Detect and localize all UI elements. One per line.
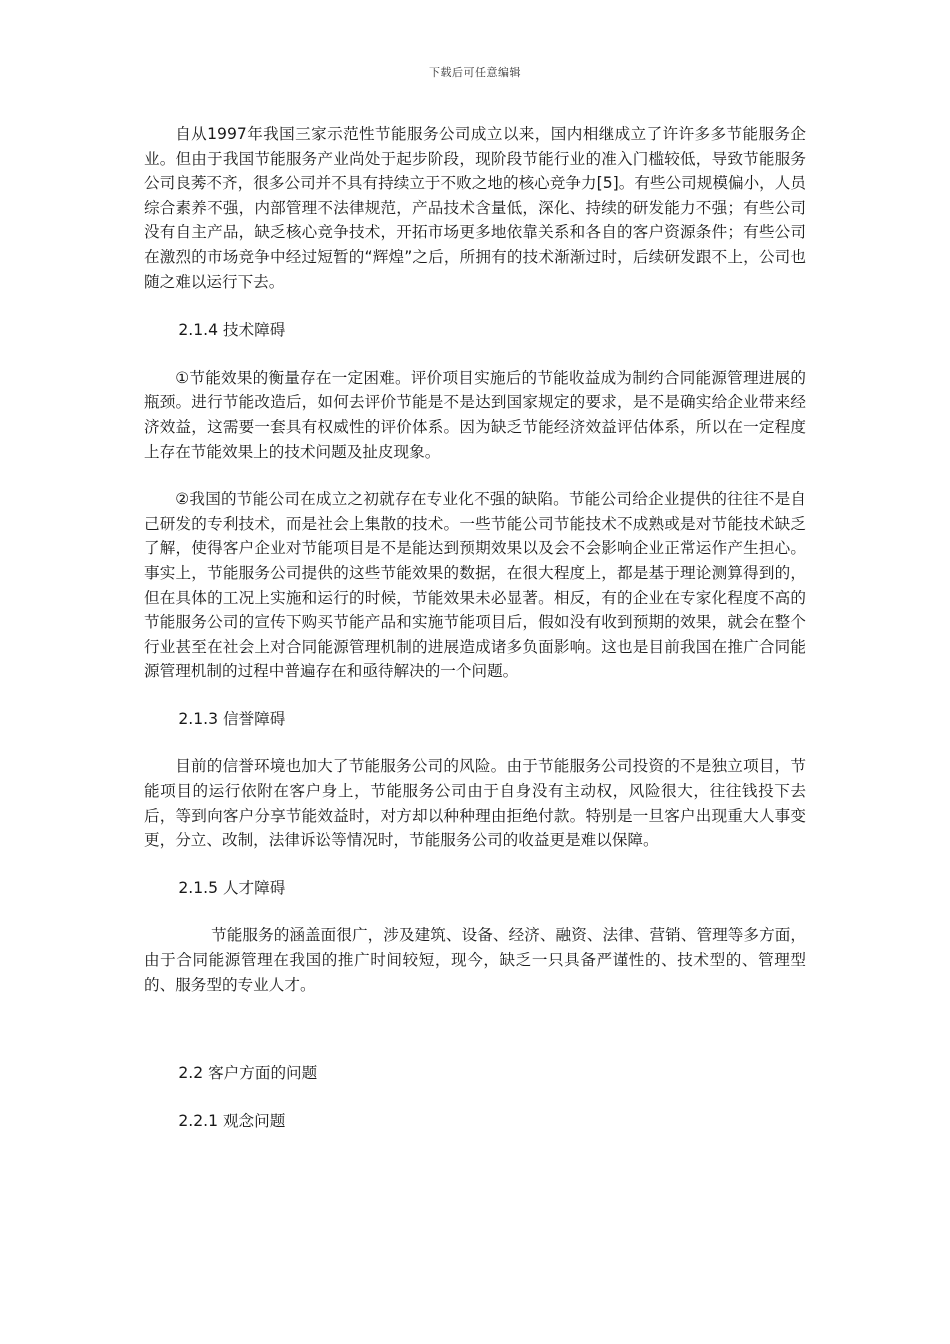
paragraph-intro: 自从1997年我国三家示范性节能服务公司成立以来，国内相继成立了许许多多节能服务企业。但由于我国节能服务产业尚处于起步阶段，现阶段节能行业的准入门槛较低，导致节能服务公司良莠不齐，很多公司并不具有持续立于不败之地的核心竞争力[5]。有些公司规模偏小，人员综合素养不强，内部管理不法律规范，产品技术含量低，深化、持续的研发能力不强；有些公司没有自主产品，缺乏核心竞争技术，开拓市场更多地依靠关系和各自的客户资源条件；有些公司在激烈的市场竞争中经过短暂的“辉煌”之后，所拥有的技术渐渐过时，后续研发跟不上，公司也随之难以运行下去。	[144, 125, 806, 291]
section-heading-client: 2.2 客户方面的问题	[178, 1064, 318, 1083]
section-heading-concept: 2.2.1 观念问题	[178, 1111, 286, 1130]
section-heading-talent: 2.1.5 人才障碍	[178, 878, 286, 897]
header-note: 下载后可任意编辑	[429, 66, 521, 79]
paragraph-tech-2: ②我国的节能公司在成立之初就存在专业化不强的缺陷。节能公司给企业提供的往往不是自己研发的专利技术，而是社会上集散的技术。一些节能公司节能技术不成熟或是对节能技术缺乏了解，使得客户企业对节能项目是不是能达到预期效果以及会不会影响企业正常运作产生担心。事实上，节能服务公司提供的这些节能效果的数据，在很大程度上，都是基于理论测算得到的，但在具体的工况上实施和运行的时候，节能效果未必显著。相反，有的企业在专家化程度不高的节能服务公司的宣传下购买节能产品和实施节能项目后，假如没有收到预期的效果，就会在整个行业甚至在社会上对合同能源管理机制的进展造成诸多负面影响。这也是目前我国在推广合同能源管理机制的过程中普遍存在和亟待解决的一个问题。	[144, 490, 806, 681]
section-heading-tech: 2.1.4 技术障碍	[178, 321, 286, 340]
paragraph-talent: 节能服务的涵盖面很广，涉及建筑、设备、经济、融资、法律、营销、管理等多方面，由于合同能源管理在我国的推广时间较短，现今，缺乏一只具备严谨性的、技术型的、管理型的、服务型的专业人才。	[144, 926, 806, 994]
document-body	[144, 122, 806, 1133]
paragraph-credit: 目前的信誉环境也加大了节能服务公司的风险。由于节能服务公司投资的不是独立项目，节能项目的运行依附在客户身上，节能服务公司由于自身没有主动权，风险很大，往往钱投下去后，等到向客户分享节能效益时，对方却以种种理由拒绝付款。特别是一旦客户出现重大人事变更，分立、改制，法律诉讼等情况时，节能服务公司的收益更是难以保障。	[144, 757, 806, 850]
section-heading-credit: 2.1.3 信誉障碍	[178, 709, 286, 728]
paragraph-tech-1: ①节能效果的衡量存在一定困难。评价项目实施后的节能收益成为制约合同能源管理进展的瓶颈。进行节能改造后，如何去评价节能是不是达到国家规定的要求，是不是确实给企业带来经济效益，这需要一套具有权威性的评价体系。因为缺乏节能经济效益评估体系，所以在一定程度上存在节能效果上的技术问题及扯皮现象。	[144, 368, 806, 461]
